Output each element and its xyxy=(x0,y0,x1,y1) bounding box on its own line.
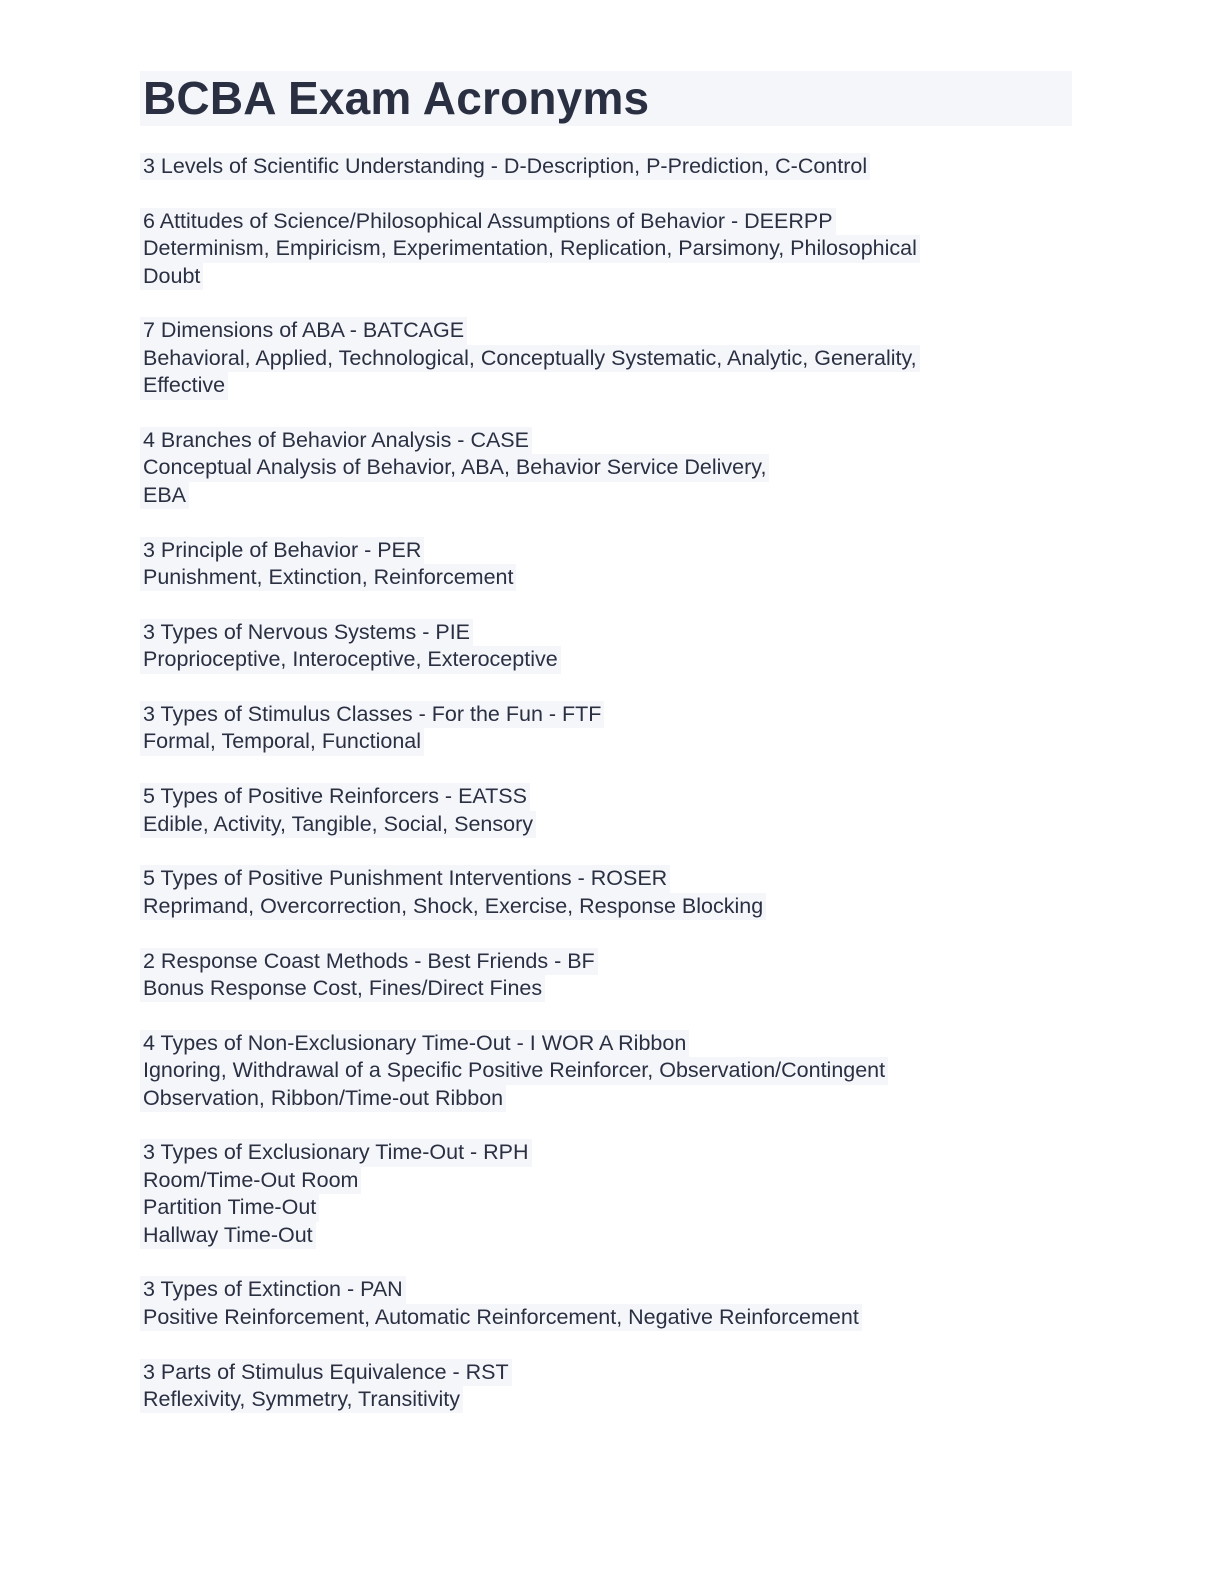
entry-detail: Punishment, Extinction, Reinforcement xyxy=(140,564,516,591)
entry-heading: 5 Types of Positive Punishment Interventions - ROSER xyxy=(140,865,670,892)
entry-detail: Reprimand, Overcorrection, Shock, Exercise, Response Blocking xyxy=(140,893,766,920)
entry-detail: Positive Reinforcement, Automatic Reinforcement, Negative Reinforcement xyxy=(140,1304,862,1331)
acronym-entry xyxy=(140,1139,1074,1249)
acronym-entry xyxy=(140,208,1074,290)
acronym-entry xyxy=(140,865,1074,920)
entry-detail: Bonus Response Cost, Fines/Direct Fines xyxy=(140,975,545,1002)
entry-heading: 4 Branches of Behavior Analysis - CASE xyxy=(140,427,532,454)
acronym-entry xyxy=(140,317,1074,399)
entry-detail: Observation, Ribbon/Time-out Ribbon xyxy=(140,1085,506,1112)
entry-detail: Edible, Activity, Tangible, Social, Sensory xyxy=(140,811,536,838)
page-title: BCBA Exam Acronyms xyxy=(143,72,650,124)
acronym-entry xyxy=(140,1276,1074,1331)
entry-heading: 3 Parts of Stimulus Equivalence - RST xyxy=(140,1359,512,1386)
acronym-list xyxy=(140,153,1074,1413)
entry-detail: Behavioral, Applied, Technological, Conceptually Systematic, Analytic, Generality, xyxy=(140,345,920,372)
entry-detail: Ignoring, Withdrawal of a Specific Positive Reinforcer, Observation/Contingent xyxy=(140,1057,888,1084)
entry-heading: 2 Response Coast Methods - Best Friends - BF xyxy=(140,948,598,975)
entry-detail: Proprioceptive, Interoceptive, Exteroceptive xyxy=(140,646,561,673)
entry-detail: Room/Time-Out Room xyxy=(140,1167,361,1194)
entry-detail: Determinism, Empiricism, Experimentation, Replication, Parsimony, Philosophical xyxy=(140,235,920,262)
entry-heading: 6 Attitudes of Science/Philosophical Assumptions of Behavior - DEERPP xyxy=(140,208,836,235)
entry-heading: 3 Principle of Behavior - PER xyxy=(140,537,424,564)
acronym-entry xyxy=(140,701,1074,756)
entry-heading: 3 Types of Nervous Systems - PIE xyxy=(140,619,473,646)
acronym-entry xyxy=(140,153,1074,180)
entry-heading: 3 Types of Exclusionary Time-Out - RPH xyxy=(140,1139,532,1166)
entry-detail: Doubt xyxy=(140,263,203,290)
entry-detail: Partition Time-Out xyxy=(140,1194,319,1221)
entry-heading: 3 Types of Extinction - PAN xyxy=(140,1276,406,1303)
entry-detail: EBA xyxy=(140,482,189,509)
acronym-entry xyxy=(140,1030,1074,1112)
title-band xyxy=(140,71,1072,126)
entry-detail: Hallway Time-Out xyxy=(140,1222,316,1249)
entry-detail: Reflexivity, Symmetry, Transitivity xyxy=(140,1386,463,1413)
entry-heading: 5 Types of Positive Reinforcers - EATSS xyxy=(140,783,530,810)
entry-detail: Effective xyxy=(140,372,228,399)
entry-heading: 4 Types of Non-Exclusionary Time-Out - I WOR A Ribbon xyxy=(140,1030,689,1057)
entry-heading: 7 Dimensions of ABA - BATCAGE xyxy=(140,317,467,344)
acronym-entry xyxy=(140,537,1074,592)
entry-heading: 3 Types of Stimulus Classes - For the Fun - FTF xyxy=(140,701,604,728)
entry-detail: Formal, Temporal, Functional xyxy=(140,728,424,755)
document-page xyxy=(140,71,1074,1441)
acronym-entry xyxy=(140,427,1074,509)
acronym-entry xyxy=(140,783,1074,838)
acronym-entry xyxy=(140,619,1074,674)
entry-detail: Conceptual Analysis of Behavior, ABA, Behavior Service Delivery, xyxy=(140,454,769,481)
acronym-entry xyxy=(140,1359,1074,1414)
acronym-entry xyxy=(140,948,1074,1003)
entry-heading: 3 Levels of Scientific Understanding - D-Description, P-Prediction, C-Control xyxy=(140,153,870,180)
